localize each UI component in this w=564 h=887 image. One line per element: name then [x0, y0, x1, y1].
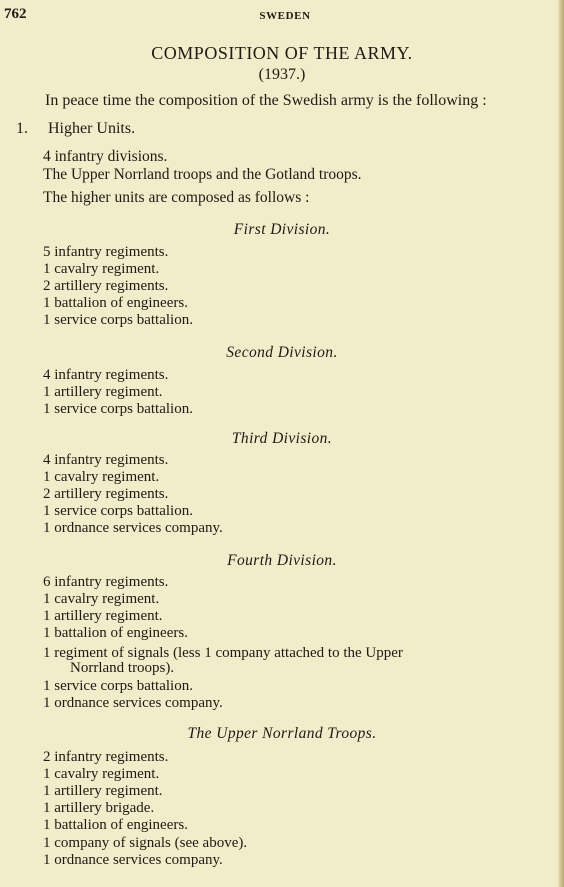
list-item: 1 battalion of engineers. [43, 817, 188, 833]
division-heading: Fourth Division. [227, 552, 337, 569]
page-number: 762 [4, 6, 27, 22]
list-item: 1 artillery regiment. [43, 608, 163, 624]
running-title: SWEDEN [259, 10, 311, 22]
list-item: 1 artillery regiment. [43, 384, 163, 400]
list-item: 1 cavalry regiment. [43, 469, 160, 485]
list-item: 4 infantry regiments. [43, 367, 169, 383]
list-item: 5 infantry regiments. [43, 244, 169, 260]
list-item: 1 service corps battalion. [43, 312, 193, 328]
document-year: (1937.) [258, 66, 306, 83]
division-heading: First Division. [233, 221, 331, 238]
division-heading: Third Division. [231, 430, 333, 447]
intro-paragraph: In peace time the composition of the Swedish army is the following : [45, 92, 487, 109]
list-item: 4 infantry regiments. [43, 452, 169, 468]
section-number: 1. [16, 120, 28, 137]
list-item: 1 ordnance services company. [43, 852, 223, 868]
list-item: 2 artillery regiments. [43, 278, 169, 294]
higher-unit-line: The Upper Norrland troops and the Gotland troops. [43, 166, 362, 183]
list-item: 1 cavalry regiment. [43, 591, 160, 607]
list-item: 1 battalion of engineers. [43, 625, 188, 641]
division-heading: Second Division. [226, 344, 338, 361]
list-item: 1 battalion of engineers. [43, 295, 188, 311]
list-item: 2 artillery regiments. [43, 486, 169, 502]
division-heading: The Upper Norrland Troops. [187, 725, 377, 742]
list-item: 1 ordnance services company. [43, 695, 223, 711]
list-item: 1 service corps battalion. [43, 678, 193, 694]
list-item: 1 service corps battalion. [43, 503, 193, 519]
list-item: 1 artillery brigade. [43, 800, 155, 816]
list-item: 1 cavalry regiment. [43, 766, 160, 782]
list-item: 1 company of signals (see above). [43, 835, 248, 851]
list-item: 2 infantry regiments. [43, 749, 169, 765]
list-item: 1 cavalry regiment. [43, 261, 160, 277]
higher-unit-line: 4 infantry divisions. [43, 148, 168, 165]
list-item-continuation: Norrland troops). [70, 660, 175, 676]
composed-intro: The higher units are composed as follows : [43, 189, 310, 206]
list-item: 1 artillery regiment. [43, 783, 163, 799]
document-title: COMPOSITION OF THE ARMY. [151, 43, 413, 63]
section-title: Higher Units. [48, 120, 136, 137]
list-item: 6 infantry regiments. [43, 574, 169, 590]
list-item: 1 service corps battalion. [43, 401, 193, 417]
list-item: 1 ordnance services company. [43, 520, 223, 536]
list-item: 1 regiment of signals (less 1 company attached to the Upper [43, 645, 403, 661]
